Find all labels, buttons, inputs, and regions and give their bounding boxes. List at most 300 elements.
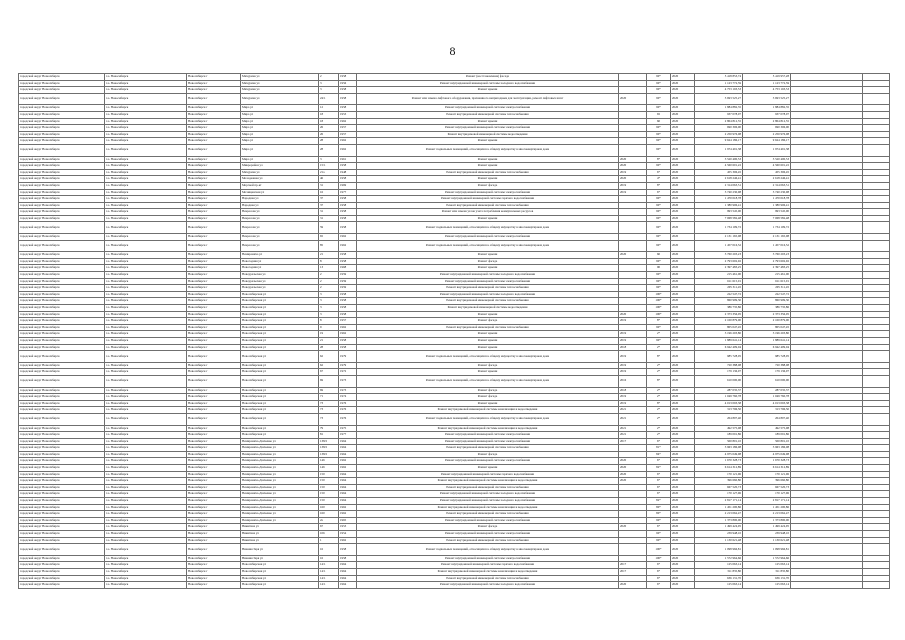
table-cell-c4: Новогодняя ул <box>241 265 319 272</box>
table-cell-c1: городской округ Новосибирск <box>19 524 105 531</box>
table-cell-c1: городской округ Новосибирск <box>19 258 105 265</box>
table-cell-c2: г.о. Новосибирск <box>105 318 187 325</box>
table-cell-c6: 1958 <box>339 337 357 344</box>
table-cell-c12: 2 804 812,55 <box>743 118 791 125</box>
table-cell-c4: Новосибирская ул <box>241 351 319 363</box>
table-cell-c12: 4 013 093,38 <box>743 400 791 407</box>
table-cell-c10: 2020 <box>671 298 695 305</box>
table-cell-c12: 189 091,86 <box>743 432 791 439</box>
table-row <box>19 125 890 132</box>
table-cell-c8 <box>619 74 647 81</box>
table-cell-c11: 1 884 882,35 <box>695 105 743 112</box>
table-cell-c4: Новосибирская ул <box>241 575 319 582</box>
table-cell-empty <box>863 234 890 241</box>
table-cell-c7: Ремонт крыши <box>357 118 619 125</box>
table-cell-c6: 1962 <box>339 138 357 145</box>
table-cell-empty <box>863 394 890 401</box>
table-cell-c6: 1957 <box>339 125 357 132</box>
table-cell-empty <box>791 80 863 87</box>
table-cell-c8 <box>619 544 647 556</box>
table-cell-empty <box>863 324 890 331</box>
table-cell-c9: 100* <box>647 544 671 556</box>
table-cell-c5: 150 <box>319 478 339 485</box>
table-cell-c3: Новосибирск г <box>187 111 241 118</box>
table-cell-c4: Новосибирская ул <box>241 387 319 394</box>
table-cell-c2: г.о. Новосибирск <box>105 524 187 531</box>
table-cell-c1: городской округ Новосибирск <box>19 318 105 325</box>
table-cell-empty <box>791 413 863 425</box>
table-cell-empty <box>863 438 890 445</box>
table-cell-empty <box>863 517 890 524</box>
table-row <box>19 537 890 544</box>
table-cell-c5: 2 <box>319 74 339 81</box>
table-cell-c11: 2 397 483,25 <box>695 265 743 272</box>
table-cell-c2: г.о. Новосибирск <box>105 465 187 472</box>
table-cell-c8: 2020 <box>619 176 647 183</box>
table-cell-c4: Немировича-Данченко ул <box>241 465 319 472</box>
table-cell-c5: 21 <box>319 252 339 259</box>
table-cell-c3: Новосибирск г <box>187 182 241 189</box>
table-cell-c2: г.о. Новосибирск <box>105 182 187 189</box>
table-cell-c7: Ремонт внутридомовой инженерной системы холодного водоснабжения <box>357 80 619 87</box>
table-cell-c1: городской округ Новосибирск <box>19 362 105 369</box>
table-row <box>19 291 890 298</box>
table-cell-empty <box>863 125 890 132</box>
table-cell-c11: 667 520,73 <box>695 484 743 491</box>
table-cell-c2: г.о. Новосибирск <box>105 517 187 524</box>
table-cell-c1: городской округ Новосибирск <box>19 491 105 498</box>
table-cell-c8: 2020 <box>619 471 647 478</box>
table-cell-c2: г.о. Новосибирск <box>105 93 187 105</box>
table-cell-c11: 1 670 328,73 <box>695 458 743 465</box>
table-cell-c8 <box>619 125 647 132</box>
table-cell-c1: городской округ Новосибирск <box>19 80 105 87</box>
table-cell-c7: Ремонт подвальных помещений, относящихся к общему имуществу в многоквартирном доме <box>357 240 619 252</box>
table-cell-c5: 31 <box>319 182 339 189</box>
table-row <box>19 215 890 222</box>
table-cell-empty <box>791 209 863 216</box>
table-cell-c11: 1 734 109,72 <box>695 222 743 234</box>
table-cell-c9: 2* <box>647 362 671 369</box>
table-row <box>19 278 890 285</box>
table-cell-c12: 7 068 582,48 <box>743 215 791 222</box>
table-row <box>19 252 890 259</box>
table-cell-c10: 2020 <box>671 362 695 369</box>
table-cell-empty <box>863 252 890 259</box>
table-cell-c5: 18 <box>319 111 339 118</box>
table-cell-c1: городской округ Новосибирск <box>19 369 105 376</box>
table-cell-c8 <box>619 531 647 538</box>
table-cell-c7: Ремонт подвальных помещений, относящихся к общему имуществу в многоквартирном доме <box>357 222 619 234</box>
table-cell-c10: 2020 <box>671 478 695 485</box>
table-cell-c9: 80* <box>647 504 671 511</box>
table-cell-c3: Новосибирск г <box>187 413 241 425</box>
table-cell-c2: г.о. Новосибирск <box>105 504 187 511</box>
table-cell-empty <box>863 531 890 538</box>
table-cell-c6: 1965 <box>339 517 357 524</box>
table-cell-c12: 3 693 525,27 <box>743 93 791 105</box>
table-cell-c6: 1948 <box>339 169 357 176</box>
table-cell-c4: Народная ул <box>241 202 319 209</box>
table-cell-c10: 2020 <box>671 337 695 344</box>
table-cell-c4: Немировича-Данченко ул <box>241 471 319 478</box>
table-cell-c6: 1957 <box>339 131 357 138</box>
table-cell-c3: Новосибирск г <box>187 189 241 196</box>
table-cell-c1: городской округ Новосибирск <box>19 471 105 478</box>
table-cell-c7: Ремонт внутридомовой инженерной системы холодного водоснабжения <box>357 291 619 298</box>
table-row <box>19 163 890 170</box>
table-cell-c7: Ремонт (восстановление) фасада <box>357 74 619 81</box>
table-cell-c6: 1977 <box>339 432 357 439</box>
table-cell-c9: 90 <box>647 265 671 272</box>
table-cell-c4: Мичурина ул <box>241 169 319 176</box>
table-cell-c3: Новосибирск г <box>187 80 241 87</box>
table-cell-c5: 19 <box>319 331 339 338</box>
table-row <box>19 209 890 216</box>
table-cell-empty <box>863 498 890 505</box>
table-cell-c2: г.о. Новосибирск <box>105 575 187 582</box>
table-cell-c9: 82* <box>647 498 671 505</box>
table-cell-empty <box>863 144 890 156</box>
table-cell-c9: 8* <box>647 156 671 163</box>
table-cell-c8: 2019 <box>619 331 647 338</box>
table-cell-c6: 1964 <box>339 575 357 582</box>
table-cell-c9: 90* <box>647 240 671 252</box>
table-cell-c10: 2020 <box>671 278 695 285</box>
table-cell-empty <box>863 331 890 338</box>
table-cell-empty <box>863 344 890 351</box>
table-cell-c6: 1969 <box>339 182 357 189</box>
table-cell-c3: Новосибирск г <box>187 375 241 387</box>
table-cell-empty <box>791 451 863 458</box>
table-cell-c10: 2020 <box>671 465 695 472</box>
table-cell-c3: Новосибирск г <box>187 298 241 305</box>
table-cell-empty <box>863 511 890 518</box>
table-cell-c1: городской округ Новосибирск <box>19 272 105 279</box>
table-cell-c6: 1973 <box>339 375 357 387</box>
table-cell-empty <box>863 375 890 387</box>
table-cell-c5: 150 <box>319 491 339 498</box>
table-cell-c11: 1 380 906,41 <box>695 202 743 209</box>
table-cell-c8 <box>619 298 647 305</box>
table-cell-empty <box>863 156 890 163</box>
table-cell-c11: 239 948,10 <box>695 531 743 538</box>
table-cell-c4: Мичурина ул <box>241 87 319 94</box>
table-row <box>19 196 890 203</box>
table-cell-c11: 205 311,45 <box>695 285 743 292</box>
table-cell-c5: 71 <box>319 394 339 401</box>
table-cell-empty <box>791 111 863 118</box>
table-cell-empty <box>863 265 890 272</box>
table-row <box>19 298 890 305</box>
table-cell-empty <box>791 531 863 538</box>
table-cell-c2: г.о. Новосибирск <box>105 344 187 351</box>
table-cell-c5: 2 <box>319 272 339 279</box>
table-cell-c12: 5 419 957,28 <box>743 74 791 81</box>
table-cell-c5: 150 <box>319 484 339 491</box>
table-cell-empty <box>791 318 863 325</box>
table-cell-c9: 90* <box>647 163 671 170</box>
table-cell-empty <box>791 176 863 183</box>
table-cell-empty <box>791 544 863 556</box>
table-cell-c12: 2 314 063,51 <box>743 182 791 189</box>
table-cell-c1: городской округ Новосибирск <box>19 478 105 485</box>
table-cell-c2: г.о. Новосибирск <box>105 111 187 118</box>
table-cell-c5: 3 <box>319 291 339 298</box>
table-cell-empty <box>863 465 890 472</box>
table-cell-c4: Новосибирская ул <box>241 337 319 344</box>
table-row <box>19 524 890 531</box>
table-cell-c5: 2a <box>319 517 339 524</box>
table-cell-empty <box>791 438 863 445</box>
table-cell-empty <box>863 425 890 432</box>
table-cell-c6: 1974 <box>339 394 357 401</box>
table-cell-c1: городской округ Новосибирск <box>19 74 105 81</box>
table-row <box>19 400 890 407</box>
table-cell-c11: 179 136,07 <box>695 369 743 376</box>
table-cell-c8: 2019 <box>619 337 647 344</box>
register-table <box>18 73 890 589</box>
table-cell-c8 <box>619 202 647 209</box>
table-cell-empty <box>791 156 863 163</box>
table-cell-c5: 8 <box>319 258 339 265</box>
table-cell-c8 <box>619 240 647 252</box>
table-cell-c3: Новосибирск г <box>187 163 241 170</box>
table-cell-c12: 1 889 641,14 <box>743 337 791 344</box>
table-cell-c10: 2020 <box>671 74 695 81</box>
table-cell-c10: 2020 <box>671 87 695 94</box>
table-cell-empty <box>863 74 890 81</box>
page-number: 8 <box>449 44 456 58</box>
table-cell-c5: 59 <box>319 222 339 234</box>
table-cell-c7: Ремонт крыши <box>357 252 619 259</box>
table-cell-c7: Ремонт крыши <box>357 400 619 407</box>
table-cell-c3: Новосибирск г <box>187 445 241 452</box>
table-cell-c9: 2* <box>647 369 671 376</box>
table-cell-c12: 1 470 018,78 <box>743 196 791 203</box>
table-cell-c2: г.о. Новосибирск <box>105 498 187 505</box>
table-cell-c5: 67 <box>319 524 339 531</box>
table-cell-empty <box>863 451 890 458</box>
table-cell-c8 <box>619 445 647 452</box>
table-cell-c1: городской округ Новосибирск <box>19 511 105 518</box>
table-cell-empty <box>863 87 890 94</box>
table-cell-c12: 860 999,30 <box>743 298 791 305</box>
table-cell-c2: г.о. Новосибирск <box>105 176 187 183</box>
table-cell-c10: 2020 <box>671 215 695 222</box>
table-cell-c6: 1958 <box>339 209 357 216</box>
table-cell-c1: городской округ Новосибирск <box>19 138 105 145</box>
table-cell-c2: г.о. Новосибирск <box>105 369 187 376</box>
table-cell-c7: Ремонт внутридомовой инженерной системы холодного водоснабжения <box>357 272 619 279</box>
table-cell-c8: 2018 <box>619 344 647 351</box>
table-cell-c7: Ремонт крыши <box>357 465 619 472</box>
table-cell-c9: 100* <box>647 311 671 318</box>
table-cell-c3: Новосибирск г <box>187 458 241 465</box>
table-cell-empty <box>791 144 863 156</box>
table-row <box>19 74 890 81</box>
table-cell-c9: 4* <box>647 176 671 183</box>
register-rows <box>19 74 890 589</box>
table-cell-c4: Новоуральская ул <box>241 278 319 285</box>
table-cell-c2: г.о. Новосибирск <box>105 351 187 363</box>
table-cell-c4: Новосибирская ул <box>241 413 319 425</box>
table-cell-c10: 2020 <box>671 394 695 401</box>
table-cell-c7: Ремонт или замена узлов учета потребления коммунальных ресурсов <box>357 209 619 216</box>
table-cell-c8 <box>619 111 647 118</box>
table-cell-c12: 1 123 772,59 <box>743 80 791 87</box>
table-cell-c4: Морской пр-кт <box>241 182 319 189</box>
table-cell-c7: Ремонт внутридомовой инженерной системы электроснабжения <box>357 105 619 112</box>
table-cell-c5: 85 <box>319 240 339 252</box>
table-cell-c1: городской округ Новосибирск <box>19 202 105 209</box>
table-row <box>19 575 890 582</box>
table-cell-c8: 2019 <box>619 182 647 189</box>
table-cell-c3: Новосибирск г <box>187 176 241 183</box>
table-cell-c4: Мичурина ул <box>241 80 319 87</box>
table-cell-empty <box>863 413 890 425</box>
table-cell-c7: Ремонт крыши <box>357 163 619 170</box>
table-cell-c10: 2020 <box>671 305 695 312</box>
table-cell-empty <box>791 478 863 485</box>
table-cell-c11: 170 127,96 <box>695 491 743 498</box>
table-cell-c4: Новоуральская ул <box>241 285 319 292</box>
table-cell-c3: Новосибирск г <box>187 252 241 259</box>
table-cell-c12: 6 614 312,89 <box>743 465 791 472</box>
table-cell-c11: 611 615,01 <box>695 278 743 285</box>
table-cell-empty <box>863 491 890 498</box>
table-cell-c5: 3 <box>319 305 339 312</box>
table-cell-empty <box>863 318 890 325</box>
table-cell-c4: Новоуральская ул <box>241 272 319 279</box>
table-cell-c2: г.о. Новосибирск <box>105 394 187 401</box>
table-cell-c3: Новосибирск г <box>187 575 241 582</box>
table-cell-c5: 31 <box>319 215 339 222</box>
table-cell-empty <box>863 305 890 312</box>
table-row <box>19 169 890 176</box>
table-cell-c4: Немировича-Данченко ул <box>241 451 319 458</box>
table-cell-c9: 90* <box>647 215 671 222</box>
table-cell-c8: 2021 <box>619 432 647 439</box>
table-cell-c12: 4 975 049,98 <box>743 451 791 458</box>
table-cell-c12: 311 835,80 <box>743 568 791 575</box>
table-cell-c2: г.о. Новосибирск <box>105 189 187 196</box>
table-cell-c9: 90* <box>647 517 671 524</box>
table-cell-c7: Ремонт крыши <box>357 331 619 338</box>
table-cell-c10: 2020 <box>671 375 695 387</box>
table-cell-c6: 1964 <box>339 568 357 575</box>
table-cell-empty <box>791 498 863 505</box>
table-cell-c8 <box>619 209 647 216</box>
table-cell-c10: 2020 <box>671 156 695 163</box>
table-cell-c11: 1 889 641,14 <box>695 337 743 344</box>
table-cell-c11: 2 373 356,05 <box>695 311 743 318</box>
table-row <box>19 351 890 363</box>
table-cell-c7: Ремонт внутридомовой инженерной системы теплоснабжения <box>357 285 619 292</box>
table-cell-c1: городской округ Новосибирск <box>19 425 105 432</box>
table-cell-c10: 2020 <box>671 451 695 458</box>
table-cell-c1: городской округ Новосибирск <box>19 278 105 285</box>
table-cell-c12: 993 545,00 <box>743 209 791 216</box>
table-cell-c7: Ремонт внутридомовой инженерной системы электроснабжения <box>357 125 619 132</box>
table-cell-c3: Новосибирск г <box>187 234 241 241</box>
table-cell-c1: городской округ Новосибирск <box>19 351 105 363</box>
table-cell-c3: Новосибирск г <box>187 478 241 485</box>
table-row <box>19 176 890 183</box>
table-cell-c7: Ремонт внутридомовой инженерной системы электроснабжения <box>357 555 619 562</box>
table-cell-empty <box>863 169 890 176</box>
table-cell-c8 <box>619 451 647 458</box>
table-cell-c1: городской округ Новосибирск <box>19 131 105 138</box>
table-cell-c2: г.о. Новосибирск <box>105 491 187 498</box>
table-cell-c9: 6* <box>647 582 671 589</box>
table-cell-c1: городской округ Новосибирск <box>19 498 105 505</box>
table-cell-c2: г.о. Новосибирск <box>105 265 187 272</box>
table-cell-c2: г.о. Новосибирск <box>105 298 187 305</box>
table-cell-c8 <box>619 291 647 298</box>
table-cell-c2: г.о. Новосибирск <box>105 331 187 338</box>
table-cell-c10: 2020 <box>671 425 695 432</box>
table-cell-c3: Новосибирск г <box>187 498 241 505</box>
table-cell-c12: 1 130 621,48 <box>743 537 791 544</box>
table-cell-c3: Новосибирск г <box>187 169 241 176</box>
table-cell-c9: 2* <box>647 344 671 351</box>
table-cell-c7: Ремонт крыши <box>357 369 619 376</box>
table-cell-c4: Мира ул <box>241 105 319 112</box>
table-cell-empty <box>791 562 863 569</box>
table-cell-c1: городской округ Новосибирск <box>19 196 105 203</box>
table-cell-c6: 1953 <box>339 111 357 118</box>
table-cell-c11: 610 000,00 <box>695 375 743 387</box>
table-cell-c4: Новосибирская ул <box>241 407 319 414</box>
table-cell-c6: 1976 <box>339 407 357 414</box>
table-cell-empty <box>791 458 863 465</box>
table-cell-c7: Ремонт внутридомовой инженерной системы электроснабжения <box>357 531 619 538</box>
table-cell-c5: 14/1 <box>319 582 339 589</box>
table-cell-c8: 2019 <box>619 369 647 376</box>
table-row <box>19 451 890 458</box>
table-cell-c10: 2020 <box>671 555 695 562</box>
table-cell-empty <box>791 324 863 331</box>
table-row <box>19 131 890 138</box>
table-cell-c3: Новосибирск г <box>187 517 241 524</box>
table-row <box>19 413 890 425</box>
table-cell-c3: Новосибирск г <box>187 215 241 222</box>
table-cell-c1: городской округ Новосибирск <box>19 291 105 298</box>
table-cell-empty <box>863 504 890 511</box>
table-cell-c1: городской округ Новосибирск <box>19 438 105 445</box>
table-cell-c6: 1962 <box>339 504 357 511</box>
table-cell-c2: г.о. Новосибирск <box>105 425 187 432</box>
table-cell-c5: 73 <box>319 413 339 425</box>
table-cell-c7: Ремонт внутридомовой инженерной системы теплоснабжения <box>357 537 619 544</box>
table-cell-empty <box>863 582 890 589</box>
table-cell-c6: 1964 <box>339 445 357 452</box>
table-cell-c5: 37 <box>319 196 339 203</box>
table-cell-c8 <box>619 278 647 285</box>
table-cell-c3: Новосибирск г <box>187 196 241 203</box>
table-cell-c9: 90* <box>647 131 671 138</box>
table-cell-c4: Мира ул <box>241 118 319 125</box>
table-cell-c10: 2020 <box>671 517 695 524</box>
table-cell-c8 <box>619 144 647 156</box>
table-cell-c12: 2 793 602,92 <box>743 258 791 265</box>
table-cell-c2: г.о. Новосибирск <box>105 400 187 407</box>
table-cell-c7: Ремонт фасада <box>357 318 619 325</box>
table-cell-c6: 1976 <box>339 400 357 407</box>
table-cell-empty <box>791 344 863 351</box>
table-row <box>19 491 890 498</box>
